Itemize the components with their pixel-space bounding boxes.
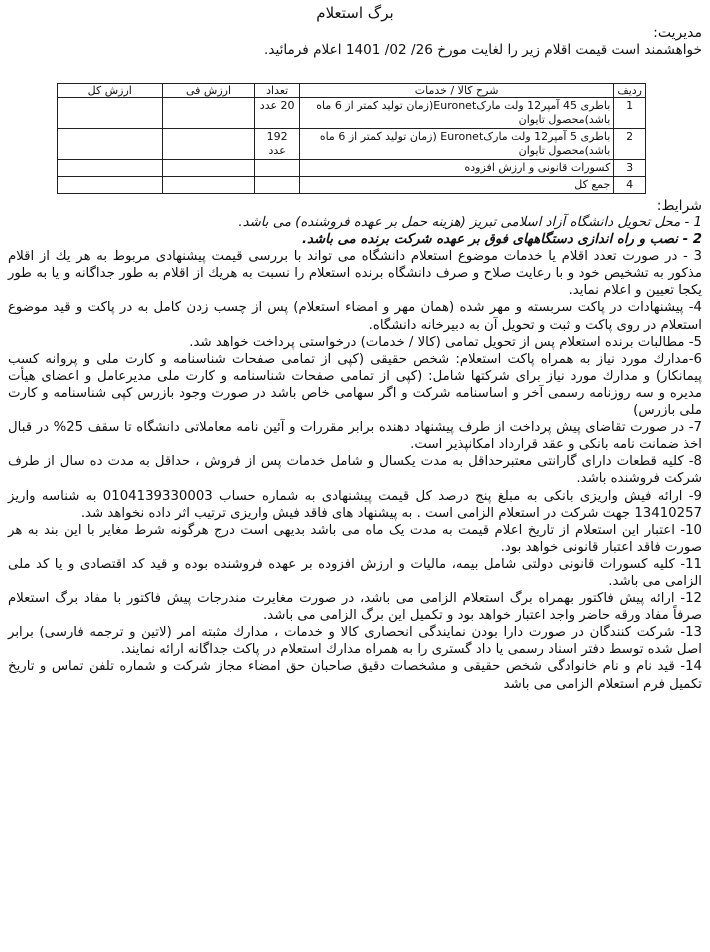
row-description: جمع کل — [299, 177, 613, 194]
row-description: باطری 5 آمپر12 ولت مارکEuronet (زمان تولید کمتر از 6 ماه باشد)محصول تایوان — [299, 129, 613, 160]
header-unit-price: ارزش فی — [162, 84, 255, 98]
row-unit-price — [162, 177, 255, 194]
row-total-price — [58, 129, 163, 160]
row-quantity: 192 عدد — [255, 129, 299, 160]
row-unit-price — [162, 129, 255, 160]
items-table — [57, 83, 646, 194]
condition-item: 14- قید نام و نام خانوادگی شخص حقیقی و مشخصات دقیق صاحبان حق امضاء مجاز شرکت و شماره تلفن تماس و تاریخ تکمیل فرم استعلام الزامی می باشد — [8, 659, 702, 692]
header-total-price: ارزش کل — [58, 84, 163, 98]
table-row — [58, 177, 646, 194]
row-number: 4 — [614, 177, 646, 194]
row-description: باطری 45 آمپر12 ولت مارکEuronet(زمان تولید کمتر از 6 ماه باشد)محصول تایوان — [299, 98, 613, 129]
row-number: 3 — [614, 160, 646, 177]
condition-item: 8- کلیه قطعات دارای گارانتی معتبرحداقل به مدت یکسال و شامل خدمات پس از فروش ، حداقل به مدت ده سال از طرف شرکت فروشنده باشد. — [8, 454, 702, 487]
header-description: شرح کالا / خدمات — [299, 84, 613, 98]
condition-item: 10- اعتبار این استعلام از تاریخ اعلام قیمت به مدت یک ماه می باشد بدیهی است درج هرگونه شرط مغایر با این بند به هر صورت فاقد اعتبار قانونی خواهد بود. — [8, 522, 702, 555]
header-row-number: ردیف — [614, 84, 646, 98]
condition-item: 7- در صورت تقاضای پیش پرداخت از طرف پیشنهاد دهنده برابر مقررات و آئین نامه معاملاتی دانشگاه تا سقف 25% در قبال اخذ ضمانت نامه بانکی و عقد قرارداد امکانپذیر است. — [8, 420, 702, 453]
row-description: کسورات قانونی و ارزش افزوده — [299, 160, 613, 177]
addressee-label: مدیریت: — [653, 25, 702, 41]
condition-item: 6-مدارك مورد نیاز به همراه پاکت استعلام: شخص حقیقی (کپی از تمامی صفحات شناسنامه و کارت ملی و پروانه کسب پیمانکار) و مدارك مورد نیاز برای شرکتها شامل: (کپی از تمامی صفحات شناسنامه و کارت ملی مدیرعامل و اعضای هیأت مدیره و سه روزنامه رسمی آخر و اساسنامه شرکت و اگر سهامی خاص باشد در صورت وجود بازرس کپی شناسنامه و کارت ملی بازرس) — [8, 351, 702, 419]
table-row — [58, 160, 646, 177]
intro-text: خواهشمند است قیمت اقلام زیر را لغایت مورخ 26/ 02/ 1401 اعلام فرمائید. — [264, 42, 702, 58]
row-total-price — [58, 98, 163, 129]
condition-item: 13- شرکت کنندگان در صورت دارا بودن نمایندگی انحصاری کالا و خدمات ، مدارك مثبته امر (لاتین و ترجمه فارسی) برابر اصل شده توسط دفتر اسناد رسمی یا داد گستری را به همراه مدارك استعلام در پاکت جداگانه ارائه نمایند. — [8, 625, 702, 658]
page-title: برگ استعلام — [316, 4, 394, 22]
condition-item: 12- ارائه پیش فاکتور بهمراه برگ استعلام الزامی می باشد، در صورت مغایرت مندرجات پیش فاکتور با مفاد برگ استعلام صرفاً مفاد ورقه حاضر واجد اعتبار خواهد بود و تکمیل این برگ الزامی می باشد. — [8, 591, 702, 624]
conditions-title: شرایط: — [656, 198, 702, 214]
condition-item: 3 - در صورت تعدد اقلام یا خدمات موضوع استعلام دانشگاه می تواند با بررسی قیمت پیشنهادی مربوط به هر یك از اقلام مذکور به تشخیص خود و با رعایت صلاح و صرف دانشگاه برنده استعلام را نسبت به هریك از اقلام به طور جداگانه و یا به طور یکجا تعیین و اعلام نماید. — [8, 249, 702, 299]
conditions-list — [8, 214, 702, 693]
condition-item: 2 - نصب و راه اندازی دستگاههای فوق بر عهده شرکت برنده می باشد. — [302, 232, 702, 248]
condition-item: 1 - محل تحویل دانشگاه آزاد اسلامی تبریز (هزینه حمل بر عهده فروشنده) می باشد. — [238, 215, 702, 230]
row-total-price — [58, 160, 163, 177]
row-total-price — [58, 177, 163, 194]
table-row — [58, 98, 646, 129]
row-quantity: 20 عدد — [255, 98, 299, 129]
row-number: 2 — [614, 129, 646, 160]
condition-item: 11- کلیه کسورات قانونی دولتی شامل بیمه، مالیات و ارزش افزوده بر عهده فروشنده بوده و قید کد اقتصادی و یا کد ملی الزامی می باشد. — [8, 556, 702, 589]
condition-item: 4- پیشنهادات در پاکت سربسته و مهر شده (همان مهر و امضاء استعلام) پس از چسب زدن کامل به در پاکت و قید موضوع استعلام در روی پاکت و ثبت و تحویل آن به دبیرخانه دانشگاه. — [8, 300, 702, 333]
table-row — [58, 129, 646, 160]
table-header-row — [58, 84, 646, 98]
row-number: 1 — [614, 98, 646, 129]
condition-item: 9- ارائه فیش واریزی بانکی به مبلغ پنج درصد کل قیمت پیشنهادی به شماره حساب 0104139330003 به شناسه واریز 13410257 جهت شرکت در استعلام الزامی است . به پیشنهاد های فاقد فیش واریزی ترتیب اثر داده نخواهد شد. — [8, 488, 703, 521]
row-unit-price — [162, 160, 255, 177]
row-quantity — [255, 177, 299, 194]
header-quantity: تعداد — [255, 84, 299, 98]
condition-item: 5- مطالبات برنده استعلام پس از تحویل تمامی (کالا / خدمات) درخواستی پرداخت خواهد شد. — [189, 334, 702, 350]
row-unit-price — [162, 98, 255, 129]
row-quantity — [255, 160, 299, 177]
